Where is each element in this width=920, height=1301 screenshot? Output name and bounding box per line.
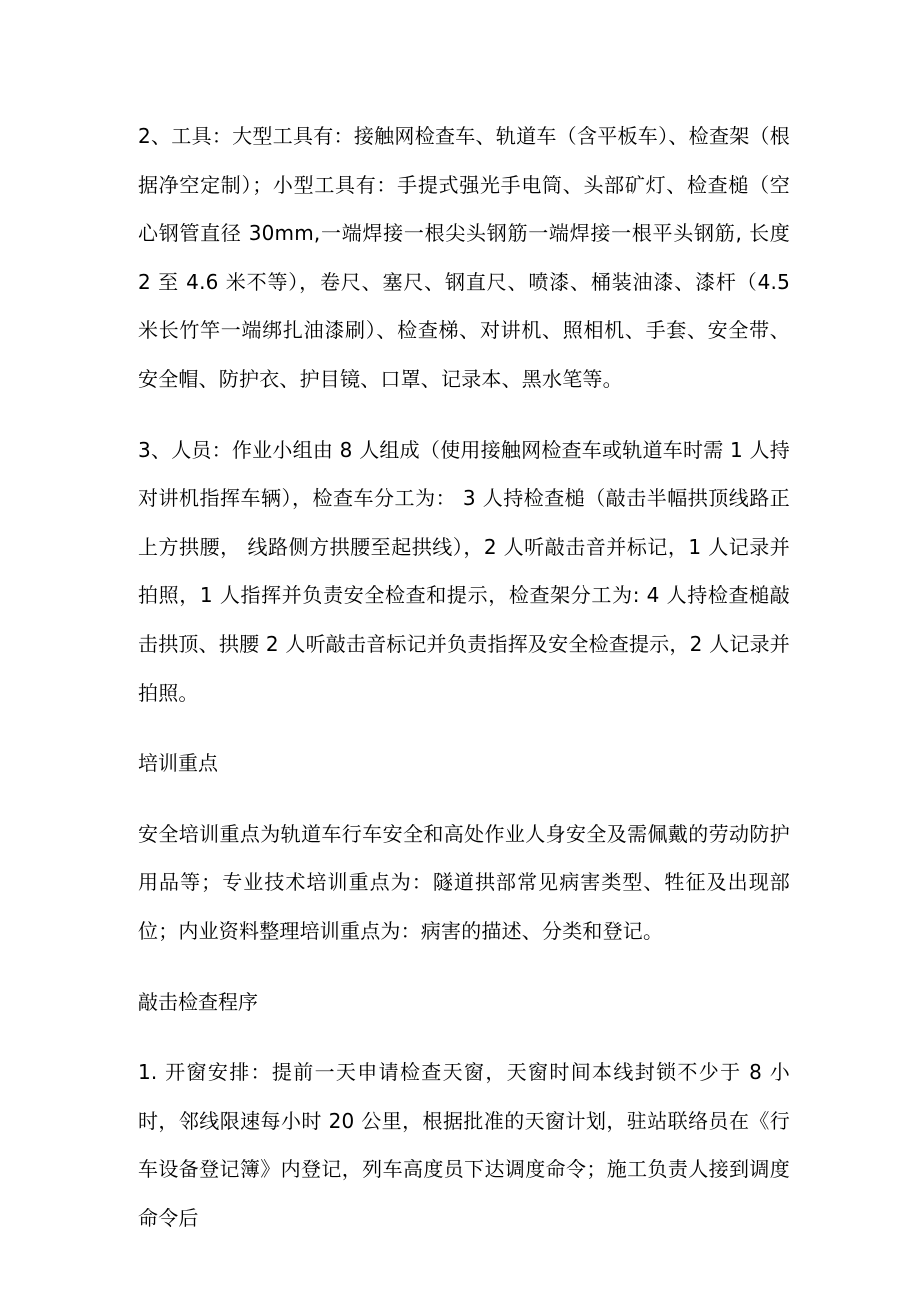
paragraph-gap: [138, 404, 790, 426]
personnel-paragraph: 3、人员：作业小组由 8 人组成（使用接触网检查车或轨道车时需 1 人持对讲机指挥车辆），检查车分工为： 3 人持检查槌（敲击半幅拱顶线路正上方拱腰， 线路侧方拱腰至起拱线），2 人听敲击音并标记，1 人记录并拍照，1 人指挥并负责安全检查和提示，检查架分工为: 4 人持检查槌敲击拱顶、拱腰 2 人听敲击音标记并负责指挥及安全检查提示，2 人记录并拍照。: [138, 437, 790, 705]
training-heading: 培训重点: [138, 751, 218, 776]
procedure-heading: 敲击检查程序: [138, 989, 258, 1014]
paragraph-gap: [138, 788, 790, 810]
tools-paragraph: 2、工具：大型工具有：接触网检查车、轨道车（含平板车）、检查架（根据净空定制）；小型工具有：手提式强光手电筒、头部矿灯、检查槌（空心钢管直径 30mm,一端焊接一根尖头钢筋一端焊接一根平头钢筋, 长度 2 至 4.6 米不等），卷尺、塞尺、钢直尺、喷漆、桶装油漆、漆杆（4.5 米长竹竿一端绑扎油漆刷）、检查梯、对讲机、照相机、手套、安全带、安全帽、防护衣、护目镜、口罩、记录本、黑水笔等。: [138, 124, 790, 391]
paragraph-gap: [138, 1026, 790, 1048]
paragraph-gap: [138, 717, 790, 739]
training-paragraph: 安全培训重点为轨道车行车安全和高处作业人身安全及需佩戴的劳动防护用品等；专业技术培训重点为：隧道拱部常见病害类型、牲征及出现部位；内业资料整理培训重点为：病害的描述、分类和登记。: [138, 821, 790, 943]
paragraph-gap: [138, 956, 790, 978]
procedure-paragraph: 1. 开窗安排：提前一天申请检查天窗，天窗时间本线封锁不少于 8 小时，邻线限速每小时 20 公里，根据批准的天窗计划，驻站联络员在《行车设备登记簿》内登记，列车高度员下达调度命令；施工负责人接到调度命令后: [138, 1060, 790, 1230]
document-body: [138, 112, 790, 1242]
